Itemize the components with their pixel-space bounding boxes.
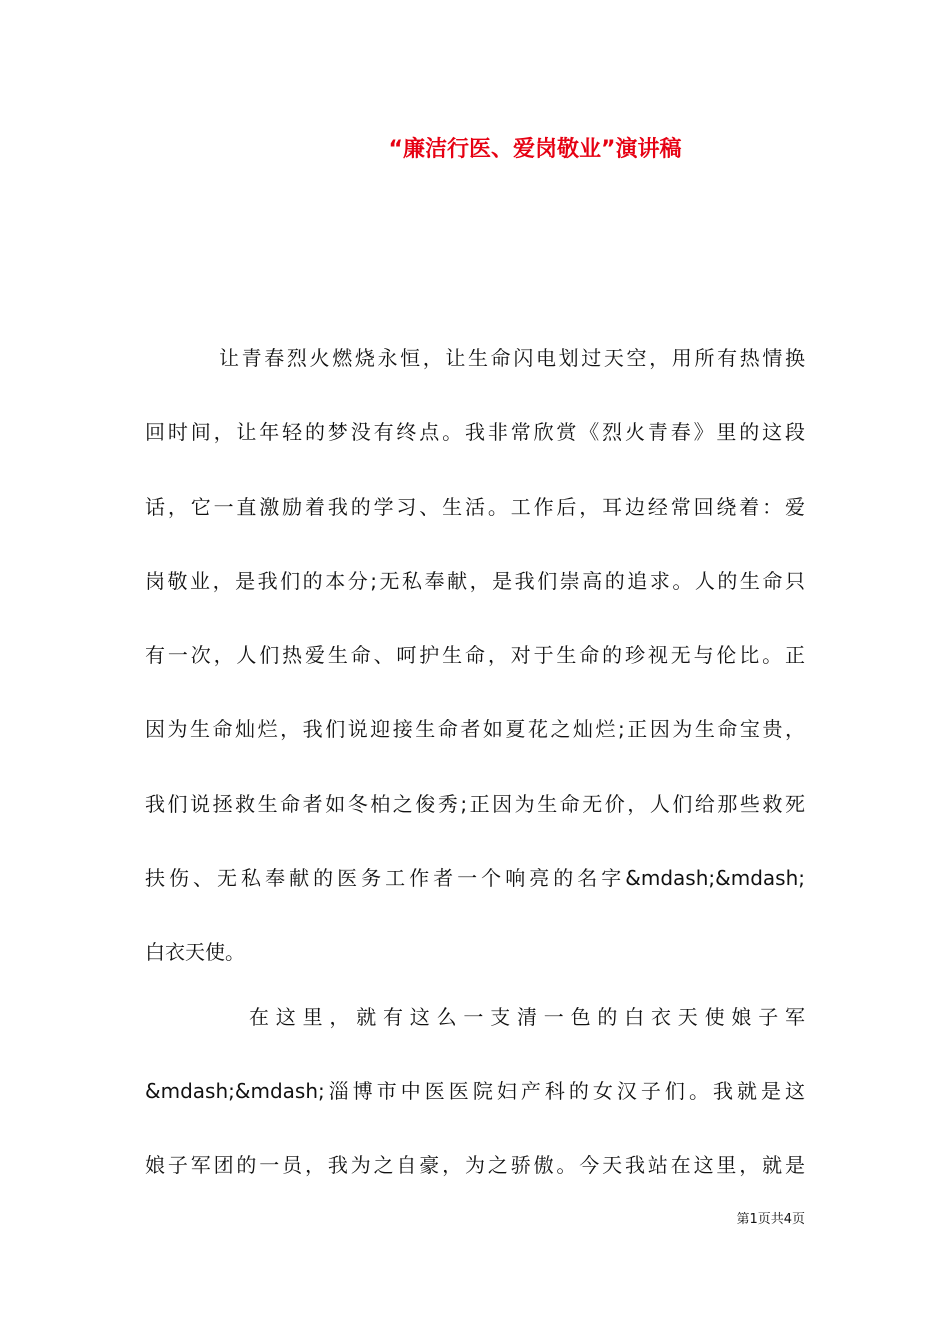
paragraph-line: 因为生命灿烂，我们说迎接生命者如夏花之灿烂;正因为生命宝贵， [145, 717, 805, 741]
paragraph-line: 扶伤、无私奉献的医务工作者一个响亮的名字&mdash;&mdash; [145, 866, 805, 890]
paragraph-line: 回时间，让年轻的梦没有终点。我非常欣赏《烈火青春》里的这段 [145, 420, 805, 444]
document-title: “廉洁行医、爱岗敬业”演讲稿 [388, 137, 682, 162]
page-number: 第1页共4页 [736, 1212, 805, 1227]
paragraph-line: 有一次，人们热爱生命、呵护生命，对于生命的珍视无与伦比。正 [145, 643, 805, 667]
paragraph-line: 话，它一直激励着我的学习、生活。工作后，耳边经常回绕着：爱 [145, 495, 805, 519]
paragraph-line: 娘子军团的一员，我为之自豪，为之骄傲。今天我站在这里，就是 [145, 1153, 805, 1177]
paragraph-line: 我们说拯救生命者如冬柏之俊秀;正因为生命无价，人们给那些救死 [145, 792, 805, 816]
paragraph-line: &mdash;&mdash;淄博市中医医院妇产科的女汉子们。我就是这 [145, 1079, 805, 1103]
paragraph-line: 岗敬业，是我们的本分;无私奉献，是我们崇高的追求。人的生命只 [145, 569, 805, 593]
paragraph-line: 在这里，就有这么一支清一色的白衣天使娘子军 [249, 1005, 805, 1029]
paragraph-line: 让青春烈火燃烧永恒，让生命闪电划过天空，用所有热情换 [219, 346, 805, 370]
paragraph-line: 白衣天使。 [145, 940, 245, 964]
